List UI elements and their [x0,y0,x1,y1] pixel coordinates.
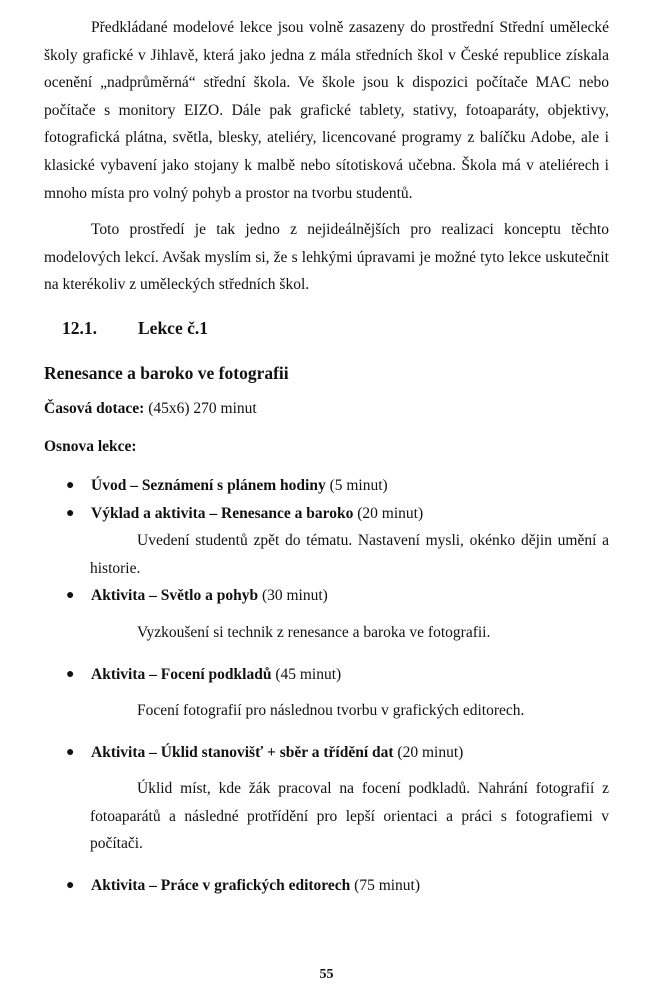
outline-item [44,872,609,900]
bullet-icon: ● [66,477,75,493]
outline-item [44,739,609,858]
outline-item-title: Výklad a aktivita – Renesance a baroko [91,504,354,522]
document-page [44,14,609,900]
outline-item [44,500,609,583]
outline-item-title: Aktivita – Úklid stanovišť + sběr a třídění dat [91,743,394,761]
outline-item-duration: (30 minut) [258,587,328,605]
outline-item-duration: (5 minut) [325,476,388,494]
outline-item [44,661,609,725]
page-number: 55 [319,967,334,982]
outline-label: Osnova lekce: [44,437,137,455]
bullet-icon: ● [66,588,75,604]
outline-item-title: Úvod – Seznámení s plánem hodiny [91,476,326,494]
section-heading [62,316,609,340]
section-title: Lekce č.1 [138,317,208,338]
bullet-icon: ● [66,744,75,760]
outline-item-description: Vyzkoušení si technik z renesance a baroka ve fotografii. [137,623,491,641]
time-allocation-value: (45x6) 270 minut [144,399,257,417]
outline-item-description: Uvedení studentů zpět do tématu. Nastavení mysli, okénko dějin umění a historie. [90,532,609,577]
lesson-title: Renesance a baroko ve fotografii [44,362,289,383]
outline-item-title: Aktivita – Světlo a pohyb [91,587,259,605]
outline-item [44,472,609,500]
bullet-icon: ● [66,505,75,521]
outline-item-title: Aktivita – Práce v grafických editorech [91,877,351,895]
outline-item-duration: (20 minut) [353,504,424,522]
time-allocation-label: Časová dotace: [44,399,145,417]
intro-paragraph-1: Předkládané modelové lekce jsou volně zasazeny do prostřední Střední umělecké školy grafické v Jihlavě, která jako jedna z mála středních škol v České republice získala ocenění „nadprůměrná“ střední škola. Ve škole jsou k dispozici počítače MAC nebo počítače s monitory EIZO. Dále pak grafické tablety, stativy, fotoaparáty, objektivy, fotografická plátna, světla, blesky, ateliéry, licencované programy z balíčku Adobe, ale i klasické vybavení jako stojany k malbě nebo sítotisková učebna. Škola má v ateliérech i mnoho místa pro volný pohyb a prostor na tvorbu studentů. [44,19,609,202]
outline-list [44,472,609,900]
outline-item [44,582,609,646]
outline-item-duration: (20 minut) [393,743,464,761]
outline-item-duration: (45 minut) [271,665,342,683]
outline-item-description: Úklid míst, kde žák pracoval na focení podkladů. Nahrání fotografií z fotoaparátů a následné protřídění pro lepší orientaci a práci s fotografiemi v počítači. [90,780,609,853]
time-allocation [44,397,609,421]
intro-paragraph-2: Toto prostředí je tak jedno z nejideálnějších pro realizaci konceptu těchto modelových lekcí. Avšak myslím si, že s lehkými úpravami je možné tyto lekce uskutečnit na kterékoliv z uměleckých středních škol. [44,221,609,294]
bullet-icon: ● [66,878,75,894]
outline-item-duration: (75 minut) [350,877,421,895]
section-number: 12.1. [62,317,97,338]
outline-item-description: Focení fotografií pro následnou tvorbu v grafických editorech. [137,702,525,720]
outline-item-title: Aktivita – Focení podkladů [91,665,272,683]
bullet-icon: ● [66,666,75,682]
